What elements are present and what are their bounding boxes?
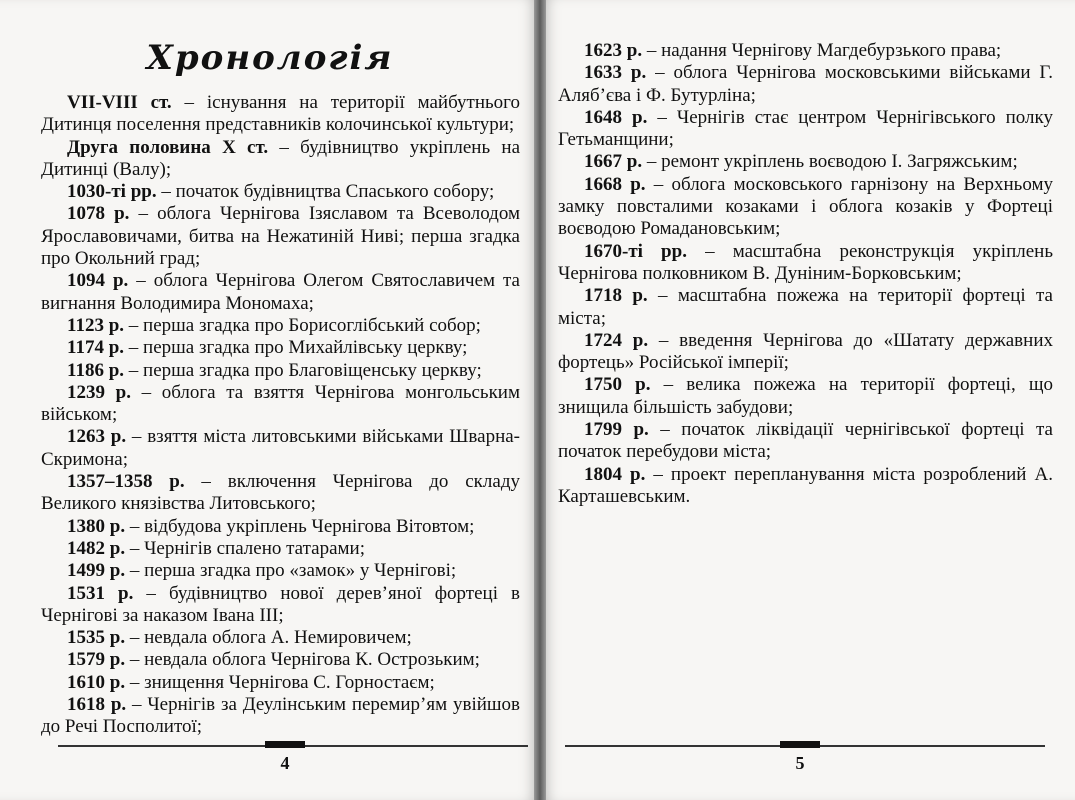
- chronology-entry: [41, 337, 520, 359]
- entry-text: – Чернігів за Деулінським перемир’ям увійшов до Речі Посполитої;: [41, 694, 520, 738]
- entry-text: – облога Чернігова Олегом Святославичем та вигнання Володимира Мономаха;: [41, 270, 520, 314]
- entry-date: 1357–1358 р.: [67, 471, 185, 493]
- entry-date: VII-VIII ст.: [67, 92, 172, 113]
- chronology-entry: [41, 583, 520, 628]
- chronology-entry: [41, 315, 520, 337]
- chronology-entry: [558, 107, 1053, 152]
- chronology-entry: [41, 560, 520, 582]
- entry-date: 1799 р.: [584, 419, 649, 441]
- entry-text: – облога та взяття Чернігова монгольським військом;: [41, 381, 520, 426]
- entry-date: 1239 р.: [67, 381, 131, 403]
- entry-date: 1667 р.: [584, 151, 643, 173]
- entry-date: Друга половина Х ст.: [67, 136, 269, 158]
- entry-date: 1618 р.: [67, 694, 127, 716]
- chapter-title: Хронологія: [146, 38, 394, 78]
- chronology-list-right: [558, 40, 1053, 508]
- entry-date: 1724 р.: [584, 329, 649, 351]
- entry-date: 1648 р.: [584, 106, 648, 128]
- chronology-entry: [558, 151, 1053, 173]
- chronology-entry: [41, 538, 520, 560]
- entry-text: – взяття міста литовськими військами Шварна-Скримона;: [41, 426, 520, 470]
- entry-date: 1263 р.: [67, 426, 127, 448]
- entry-date: 1633 р.: [584, 62, 647, 84]
- chronology-entry: [41, 382, 520, 427]
- entry-text: – перша згадка про Михайлівську церкву;: [124, 337, 468, 359]
- entry-text: – облога Чернігова московськими військами Г. Аляб’єва і Ф. Бутурліна;: [558, 62, 1053, 106]
- entry-date: 1668 р.: [584, 173, 646, 195]
- entry-text: – ремонт укріплень воєводою І. Загряжським;: [642, 151, 1018, 173]
- entry-text: – існування на території майбутнього Дитинця поселення представників колочинської культури;: [41, 92, 520, 136]
- entry-date: 1623 р.: [584, 40, 643, 61]
- entry-text: – проект перепланування міста розроблений А. Карташевським.: [558, 463, 1053, 507]
- entry-date: 1718 р.: [584, 285, 648, 307]
- page-number-left: 4: [280, 753, 290, 773]
- entry-date: 1610 р.: [67, 671, 126, 693]
- chronology-entry: [41, 627, 520, 649]
- chronology-entry: [558, 62, 1053, 107]
- entry-text: – невдала облога Чернігова К. Острозьким;: [125, 649, 480, 671]
- entry-date: 1186 р.: [67, 359, 125, 381]
- chronology-entry: [558, 285, 1053, 330]
- entry-text: – масштабна пожежа на території фортеці та міста;: [558, 285, 1053, 329]
- chronology-entry: [41, 426, 520, 471]
- entry-text: – перша згадка про Благовіщенську церкву;: [124, 359, 482, 381]
- footer-mark: [780, 741, 820, 748]
- entry-date: 1535 р.: [67, 627, 126, 649]
- page-number-right: 5: [795, 753, 805, 773]
- entry-date: 1670-ті рр.: [584, 240, 687, 262]
- entry-date: 1078 р.: [67, 203, 130, 225]
- entry-date: 1531 р.: [67, 582, 134, 604]
- entry-text: – масштабна реконструкція укріплень Чернігова полковником В. Дуніним-Борковським;: [558, 240, 1053, 284]
- entry-date: 1499 р.: [67, 560, 126, 582]
- chronology-entry: [41, 672, 520, 694]
- entry-date: 1750 р.: [584, 374, 651, 396]
- chronology-entry: [41, 270, 520, 315]
- entry-text: – Чернігів спалено татарами;: [125, 537, 365, 559]
- right-page: [540, 0, 1075, 800]
- book-spine: [534, 0, 546, 800]
- entry-text: – включення Чернігова до складу Великого князівства Литовського;: [41, 471, 520, 515]
- entry-text: – відбудова укріплень Чернігова Вітовтом;: [125, 515, 475, 537]
- entry-text: – будівництво нової дерев’яної фортеці в Чернігові за наказом Івана ІІІ;: [41, 582, 520, 626]
- chronology-entry: [558, 330, 1053, 375]
- entry-date: 1579 р.: [67, 649, 126, 671]
- entry-text: – початок будівництва Спаського собору;: [156, 181, 495, 203]
- chronology-entry: [41, 137, 520, 182]
- entry-date: 1174 р.: [67, 337, 125, 359]
- entry-text: – перша згадка про Борисоглібський собор;: [124, 314, 481, 336]
- entry-date: 1094 р.: [67, 270, 129, 292]
- entry-text: – облога Чернігова Ізяславом та Всеволодом Ярославовичами, битва на Нежатиній Ниві; перша згадка про Окольний град;: [41, 203, 520, 270]
- chronology-entry: [558, 241, 1053, 286]
- entry-date: 1804 р.: [584, 463, 646, 485]
- chronology-entry: [41, 203, 520, 270]
- footer-mark: [265, 741, 305, 748]
- entry-text: – знищення Чернігова С. Горностаєм;: [125, 671, 435, 693]
- entry-text: – невдала облога А. Немировичем;: [125, 627, 412, 649]
- chronology-entry: [41, 694, 520, 739]
- chronology-entry: [41, 360, 520, 382]
- entry-text: – перша згадка про «замок» у Чернігові;: [125, 560, 457, 582]
- entry-text: – велика пожежа на території фортеці, що знищила більшість забудови;: [558, 374, 1053, 418]
- entry-text: – облога московського гарнізону на Верхньому замку повсталими козаками і облога козаків у Фортеці воєводою Ромадановським;: [558, 173, 1053, 240]
- chronology-entry: [558, 40, 1053, 62]
- chronology-entry: [41, 92, 520, 137]
- entry-text: – початок ліквідації чернігівської фортеці та початок перебудови міста;: [558, 419, 1053, 463]
- chronology-entry: [558, 464, 1053, 509]
- chronology-entry: [558, 174, 1053, 241]
- entry-text: – надання Чернігову Магдебурзького права;: [642, 40, 1002, 61]
- entry-text: – Чернігів стає центром Чернігівського полку Гетьманщини;: [558, 106, 1053, 151]
- entry-text: – будівництво укріплень на Дитинці (Валу);: [41, 136, 520, 180]
- chronology-entry: [41, 471, 520, 516]
- entry-date: 1380 р.: [67, 515, 126, 537]
- entry-date: 1482 р.: [67, 537, 126, 559]
- chronology-entry: [41, 516, 520, 538]
- entry-date: 1123 р.: [67, 314, 125, 336]
- entry-date: 1030-ті рр.: [67, 181, 157, 203]
- chronology-entry: [558, 419, 1053, 464]
- entry-text: – введення Чернігова до «Шатату державних фортець» Російської імперії;: [558, 329, 1053, 374]
- chronology-entry: [41, 649, 520, 671]
- chronology-entry: [41, 181, 520, 203]
- chronology-list-left: [41, 92, 520, 739]
- chronology-entry: [558, 374, 1053, 419]
